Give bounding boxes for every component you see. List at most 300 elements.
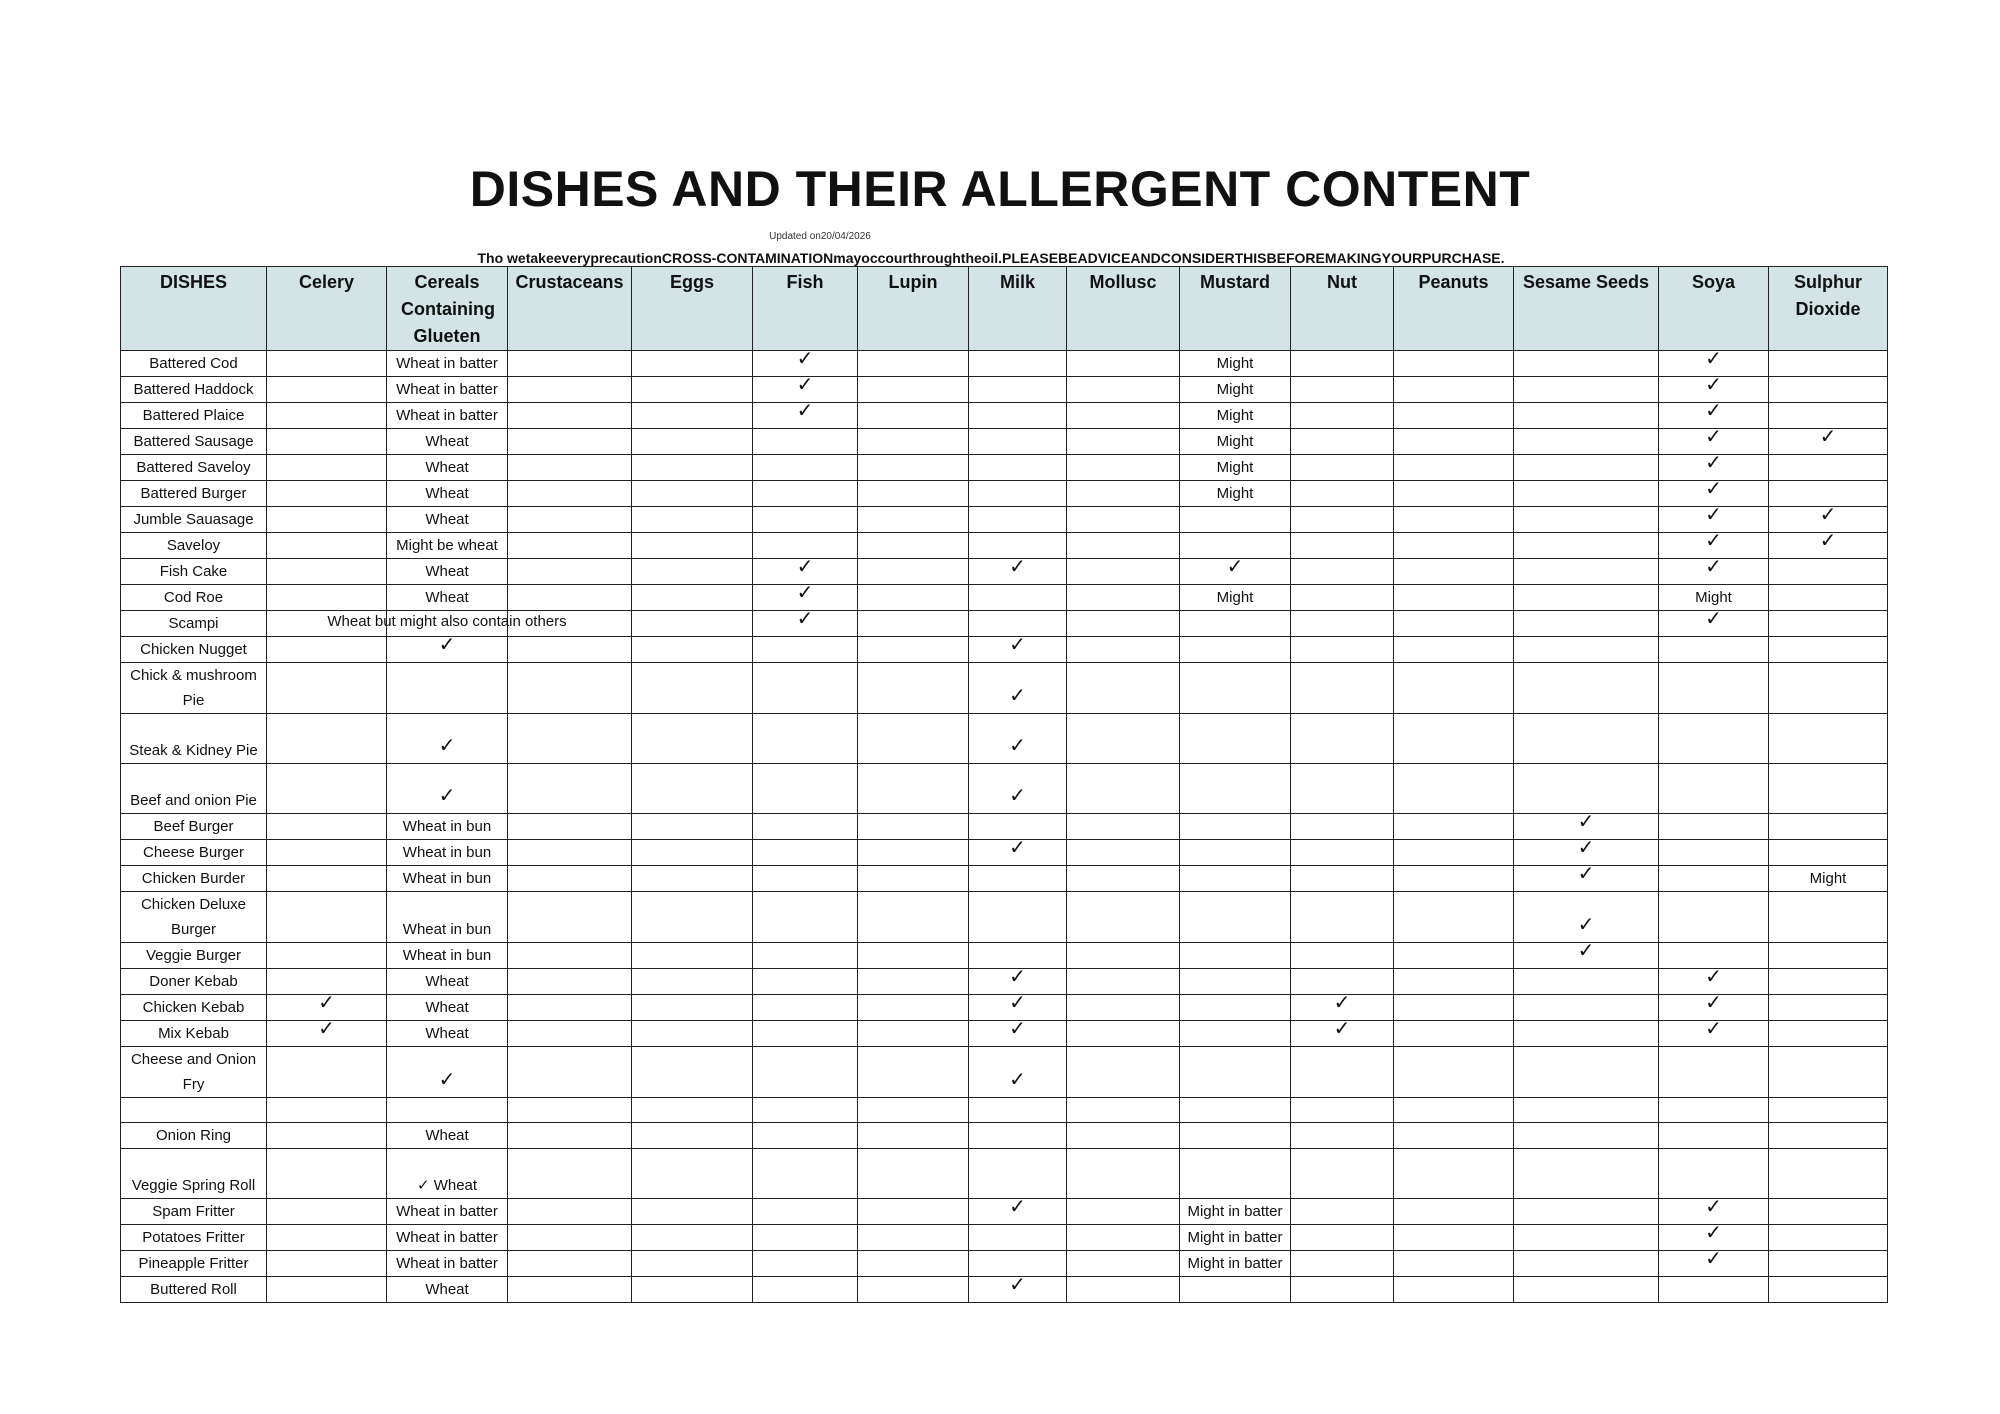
cell-milk	[969, 556, 1067, 585]
check-icon: ✓	[1705, 1018, 1722, 1040]
cell-milk	[969, 943, 1067, 969]
cell-sulphur-dioxide	[1769, 481, 1888, 507]
cell-eggs	[632, 351, 753, 377]
cell-mollusc	[1067, 533, 1180, 559]
cell-soya	[1659, 866, 1769, 892]
cell-sulphur-dioxide	[1769, 351, 1888, 377]
cell-peanuts	[1394, 1199, 1514, 1225]
cell-peanuts	[1394, 714, 1514, 764]
cell-eggs	[632, 1098, 753, 1123]
cell-text: ✓ Wheat	[416, 1177, 478, 1194]
cell-milk	[969, 1123, 1067, 1149]
cell-mollusc	[1067, 1123, 1180, 1149]
cell-text: Wheat	[425, 1281, 469, 1298]
cell-milk	[969, 533, 1067, 559]
cell-text: Wheat in batter	[396, 407, 498, 424]
cell-crustaceans	[508, 455, 632, 481]
cell-fish	[753, 892, 858, 943]
check-icon: ✓	[1577, 863, 1595, 885]
table-row	[121, 1021, 1888, 1047]
check-icon: ✓	[1333, 1018, 1351, 1040]
dish-name-cell: Battered Haddock	[121, 377, 267, 403]
cell-mollusc	[1067, 840, 1180, 866]
dish-name-cell: Potatoes Fritter	[121, 1225, 267, 1251]
cell-crustaceans	[508, 1149, 632, 1199]
cell-mustard	[1180, 377, 1291, 403]
cell-text: Wheat in bun	[402, 947, 492, 964]
cell-cereals-containing-glueten	[387, 892, 508, 943]
table-row	[121, 714, 1888, 764]
cell-fish	[753, 374, 858, 403]
cell-fish	[753, 348, 858, 377]
page-title: DISHES AND THEIR ALLERGENT CONTENT	[469, 161, 1531, 217]
cell-celery	[267, 1098, 387, 1123]
cell-celery	[267, 351, 387, 377]
cell-mustard	[1180, 840, 1291, 866]
check-icon: ✓	[1009, 966, 1026, 988]
cell-sesame-seeds	[1514, 1149, 1659, 1199]
cell-crustaceans	[508, 840, 632, 866]
dish-name-cell: Cod Roe	[121, 585, 267, 611]
cell-mollusc	[1067, 429, 1180, 455]
table-row	[121, 429, 1888, 455]
cell-fish	[753, 556, 858, 585]
cell-cereals-containing-glueten	[387, 1251, 508, 1277]
cell-nut	[1291, 814, 1394, 840]
check-icon: ✓	[438, 634, 456, 656]
cell-soya	[1659, 663, 1769, 714]
cell-milk	[969, 507, 1067, 533]
cell-fish	[753, 400, 858, 429]
check-icon: ✓	[1819, 530, 1837, 552]
cell-sesame-seeds	[1514, 585, 1659, 611]
dish-name-cell: Battered Burger	[121, 481, 267, 507]
cell-milk	[969, 1274, 1067, 1303]
check-icon: ✓	[1009, 735, 1026, 757]
cell-peanuts	[1394, 403, 1514, 429]
cell-peanuts	[1394, 455, 1514, 481]
cell-fish	[753, 608, 858, 637]
cell-cereals-containing-glueten	[387, 1047, 508, 1098]
cell-crustaceans	[508, 637, 632, 663]
dish-name-cell: Chicken Nugget	[121, 637, 267, 663]
cell-text: Might be wheat	[396, 537, 498, 554]
cell-eggs	[632, 1021, 753, 1047]
cell-soya	[1659, 1047, 1769, 1098]
cell-milk	[969, 892, 1067, 943]
cell-text: Might	[1695, 589, 1732, 606]
cell-milk	[969, 1149, 1067, 1199]
cell-celery	[267, 969, 387, 995]
column-header-peanuts: Peanuts	[1394, 267, 1514, 351]
cell-peanuts	[1394, 943, 1514, 969]
cell-fish	[753, 1149, 858, 1199]
cell-peanuts	[1394, 585, 1514, 611]
cell-soya	[1659, 556, 1769, 585]
check-icon: ✓	[796, 582, 814, 604]
cell-celery	[267, 429, 387, 455]
cell-crustaceans	[508, 611, 632, 637]
cell-mollusc	[1067, 663, 1180, 714]
cell-text: Might	[1809, 870, 1847, 887]
cell-peanuts	[1394, 1123, 1514, 1149]
cell-text: Wheat	[425, 589, 469, 606]
cell-mustard	[1180, 637, 1291, 663]
cell-nut	[1291, 1277, 1394, 1303]
cell-sulphur-dioxide	[1769, 840, 1888, 866]
cell-sesame-seeds	[1514, 940, 1659, 969]
cell-lupin	[858, 403, 969, 429]
cell-sulphur-dioxide	[1769, 637, 1888, 663]
cell-eggs	[632, 455, 753, 481]
cell-celery	[267, 455, 387, 481]
cell-peanuts	[1394, 377, 1514, 403]
check-icon: ✓	[1705, 1222, 1722, 1244]
cell-text: Wheat	[425, 1025, 469, 1042]
cell-sulphur-dioxide	[1769, 455, 1888, 481]
cell-sesame-seeds	[1514, 403, 1659, 429]
cross-contamination-notice: Tho wetakeeveryprecautionCROSS-CONTAMINATIONmayoccourthroughtheoil.PLEASEBEADVICEANDCONSIDERTHISBEFOREMAKINGYOURPURCHASE.	[477, 250, 1505, 266]
cell-peanuts	[1394, 663, 1514, 714]
cell-mustard	[1180, 764, 1291, 814]
cell-celery	[267, 1149, 387, 1199]
cell-mustard	[1180, 1277, 1291, 1303]
dish-name-cell: Buttered Roll	[121, 1277, 267, 1303]
dish-name-cell: Steak & Kidney Pie	[121, 714, 267, 764]
cell-sesame-seeds	[1514, 611, 1659, 637]
cell-nut	[1291, 559, 1394, 585]
cell-mustard	[1180, 429, 1291, 455]
cell-soya	[1659, 608, 1769, 637]
cell-nut	[1291, 764, 1394, 814]
check-icon: ✓	[1705, 966, 1722, 988]
cell-milk	[969, 1047, 1067, 1098]
cell-crustaceans	[508, 1123, 632, 1149]
cell-milk	[969, 1196, 1067, 1225]
check-icon: ✓	[1819, 426, 1837, 448]
cell-nut	[1291, 1251, 1394, 1277]
cell-eggs	[632, 1149, 753, 1199]
cell-eggs	[632, 637, 753, 663]
cell-sulphur-dioxide	[1769, 814, 1888, 840]
check-icon: ✓	[1009, 1018, 1026, 1040]
cell-soya	[1659, 478, 1769, 507]
check-icon: ✓	[1577, 811, 1595, 833]
cell-nut	[1291, 663, 1394, 714]
cell-text: Wheat	[425, 563, 469, 580]
check-icon: ✓	[1705, 530, 1722, 552]
cell-soya	[1659, 452, 1769, 481]
cell-mustard	[1180, 1149, 1291, 1199]
cell-sulphur-dioxide	[1769, 1251, 1888, 1277]
cell-mollusc	[1067, 507, 1180, 533]
cell-sesame-seeds	[1514, 837, 1659, 866]
cell-crustaceans	[508, 814, 632, 840]
cell-soya	[1659, 426, 1769, 455]
table-row	[121, 481, 1888, 507]
dish-name-cell: Veggie Burger	[121, 943, 267, 969]
dish-name-cell: Scampi	[121, 611, 267, 637]
table-row	[121, 1123, 1888, 1149]
cell-crustaceans	[508, 559, 632, 585]
cell-lupin	[858, 1123, 969, 1149]
cell-mollusc	[1067, 764, 1180, 814]
cell-cereals-containing-glueten	[387, 559, 508, 585]
table-row	[121, 507, 1888, 533]
dish-name-cell	[121, 1098, 267, 1123]
cell-sesame-seeds	[1514, 533, 1659, 559]
cell-cereals-containing-glueten	[387, 764, 508, 814]
cell-milk	[969, 403, 1067, 429]
cell-crustaceans	[508, 969, 632, 995]
cell-eggs	[632, 1123, 753, 1149]
cell-sesame-seeds	[1514, 429, 1659, 455]
column-header-sesame-seeds: Sesame Seeds	[1514, 267, 1659, 351]
cell-mollusc	[1067, 892, 1180, 943]
cell-crustaceans	[508, 481, 632, 507]
cell-cereals-containing-glueten	[387, 995, 508, 1021]
cell-eggs	[632, 969, 753, 995]
cell-sesame-seeds	[1514, 481, 1659, 507]
column-header-mollusc: Mollusc	[1067, 267, 1180, 351]
cell-nut	[1291, 992, 1394, 1021]
cell-mustard	[1180, 1021, 1291, 1047]
cell-sulphur-dioxide	[1769, 377, 1888, 403]
cell-lupin	[858, 637, 969, 663]
cell-celery	[267, 1199, 387, 1225]
table-row	[121, 559, 1888, 585]
cell-cereals-containing-glueten	[387, 455, 508, 481]
cell-fish	[753, 1277, 858, 1303]
cell-lupin	[858, 429, 969, 455]
cell-milk	[969, 1225, 1067, 1251]
cell-lupin	[858, 995, 969, 1021]
table-row	[121, 533, 1888, 559]
cell-celery	[267, 1123, 387, 1149]
cell-cereals-containing-glueten	[387, 969, 508, 995]
cell-sulphur-dioxide	[1769, 663, 1888, 714]
cell-cereals-containing-glueten	[387, 533, 508, 559]
table-row	[121, 995, 1888, 1021]
table-row	[121, 969, 1888, 995]
cell-eggs	[632, 714, 753, 764]
cell-nut	[1291, 351, 1394, 377]
cell-crustaceans	[508, 1098, 632, 1123]
cell-text: Wheat	[425, 1127, 469, 1144]
column-header-dishes: DISHES	[121, 267, 267, 351]
cell-crustaceans	[508, 1225, 632, 1251]
dish-name-cell: Cheese and Onion Fry	[121, 1047, 267, 1098]
dish-name-cell: Spam Fritter	[121, 1199, 267, 1225]
table-row	[121, 455, 1888, 481]
cell-peanuts	[1394, 995, 1514, 1021]
cell-eggs	[632, 377, 753, 403]
cell-eggs	[632, 814, 753, 840]
cell-peanuts	[1394, 507, 1514, 533]
cell-crustaceans	[508, 714, 632, 764]
cell-mustard	[1180, 533, 1291, 559]
cell-eggs	[632, 533, 753, 559]
cell-soya	[1659, 374, 1769, 403]
cell-sulphur-dioxide	[1769, 1225, 1888, 1251]
cell-eggs	[632, 1277, 753, 1303]
check-icon: ✓	[1009, 1069, 1026, 1091]
cell-nut	[1291, 866, 1394, 892]
cell-nut	[1291, 1098, 1394, 1123]
table-row	[121, 814, 1888, 840]
table-row	[121, 866, 1888, 892]
cell-lupin	[858, 507, 969, 533]
dish-name-cell: Saveloy	[121, 533, 267, 559]
check-icon: ✓	[1577, 837, 1595, 859]
cell-soya	[1659, 1277, 1769, 1303]
cell-text: Might	[1216, 381, 1254, 398]
cell-lupin	[858, 533, 969, 559]
table-row	[121, 1149, 1888, 1199]
cell-eggs	[632, 481, 753, 507]
cell-sesame-seeds	[1514, 1098, 1659, 1123]
dish-name-cell: Jumble Sauasage	[121, 507, 267, 533]
cell-crustaceans	[508, 663, 632, 714]
cell-fish	[753, 481, 858, 507]
cell-mollusc	[1067, 455, 1180, 481]
cell-lupin	[858, 714, 969, 764]
cell-fish	[753, 1123, 858, 1149]
cell-fish	[753, 943, 858, 969]
cell-sulphur-dioxide	[1769, 426, 1888, 455]
dish-name-cell: Mix Kebab	[121, 1021, 267, 1047]
cell-lupin	[858, 611, 969, 637]
cell-celery	[267, 663, 387, 714]
cell-text: Wheat in batter	[396, 1255, 498, 1272]
cell-eggs	[632, 943, 753, 969]
cell-text: Wheat in batter	[396, 381, 498, 398]
cell-cereals-containing-glueten	[387, 351, 508, 377]
cell-mustard	[1180, 1251, 1291, 1277]
cell-sulphur-dioxide	[1769, 1021, 1888, 1047]
cell-milk	[969, 481, 1067, 507]
check-icon: ✓	[1009, 634, 1026, 656]
cell-text: Wheat in batter	[396, 1229, 498, 1246]
cell-milk	[969, 992, 1067, 1021]
cell-text: Wheat in bun	[402, 818, 492, 835]
cell-soya	[1659, 714, 1769, 764]
cell-celery	[267, 892, 387, 943]
cell-mollusc	[1067, 1277, 1180, 1303]
column-header-nut: Nut	[1291, 267, 1394, 351]
cell-mollusc	[1067, 866, 1180, 892]
cell-celery	[267, 814, 387, 840]
cell-milk	[969, 814, 1067, 840]
cell-lupin	[858, 1021, 969, 1047]
cell-eggs	[632, 403, 753, 429]
cell-peanuts	[1394, 611, 1514, 637]
cell-fish	[753, 507, 858, 533]
table-row	[121, 1225, 1888, 1251]
check-icon: ✓	[1577, 914, 1595, 936]
cell-cereals-containing-glueten	[387, 663, 508, 714]
cell-cereals-containing-glueten	[387, 1098, 508, 1123]
cell-mustard	[1180, 585, 1291, 611]
cell-celery	[267, 533, 387, 559]
cell-eggs	[632, 585, 753, 611]
cell-mustard	[1180, 556, 1291, 585]
table-row	[121, 1098, 1888, 1123]
cell-mollusc	[1067, 1199, 1180, 1225]
check-icon: ✓	[1009, 685, 1026, 707]
dish-name-cell: Chicken Deluxe Burger	[121, 892, 267, 943]
cell-text: Might	[1216, 589, 1254, 606]
cell-sulphur-dioxide	[1769, 611, 1888, 637]
cell-milk	[969, 1251, 1067, 1277]
dish-name-cell: Doner Kebab	[121, 969, 267, 995]
column-header-eggs: Eggs	[632, 267, 753, 351]
dish-name-cell: Battered Plaice	[121, 403, 267, 429]
column-header-soya: Soya	[1659, 267, 1769, 351]
cell-cereals-containing-glueten	[387, 840, 508, 866]
table-row	[121, 1199, 1888, 1225]
cell-mustard	[1180, 1047, 1291, 1098]
dish-name-cell: Pineapple Fritter	[121, 1251, 267, 1277]
check-icon: ✓	[1705, 348, 1722, 370]
cell-celery	[267, 507, 387, 533]
cell-text: Might	[1216, 407, 1254, 424]
check-icon: ✓	[1705, 1248, 1722, 1270]
cell-text: Wheat	[425, 973, 469, 990]
cell-sesame-seeds	[1514, 892, 1659, 943]
cell-nut	[1291, 714, 1394, 764]
cell-peanuts	[1394, 969, 1514, 995]
cell-mollusc	[1067, 351, 1180, 377]
cell-sulphur-dioxide	[1769, 969, 1888, 995]
cell-mollusc	[1067, 969, 1180, 995]
cell-lupin	[858, 351, 969, 377]
cell-peanuts	[1394, 1047, 1514, 1098]
cell-mustard	[1180, 481, 1291, 507]
cell-cereals-containing-glueten	[387, 943, 508, 969]
allergen-table	[120, 266, 1888, 1303]
cell-sesame-seeds	[1514, 559, 1659, 585]
cell-fish	[753, 764, 858, 814]
cell-mustard	[1180, 403, 1291, 429]
cell-milk	[969, 351, 1067, 377]
cell-crustaceans	[508, 533, 632, 559]
column-header-lupin: Lupin	[858, 267, 969, 351]
cell-nut	[1291, 455, 1394, 481]
cell-soya	[1659, 400, 1769, 429]
cell-sulphur-dioxide	[1769, 1123, 1888, 1149]
cell-sulphur-dioxide	[1769, 943, 1888, 969]
cell-fish	[753, 1047, 858, 1098]
cell-lupin	[858, 1149, 969, 1199]
cell-fish	[753, 1021, 858, 1047]
cell-peanuts	[1394, 840, 1514, 866]
cell-soya	[1659, 1098, 1769, 1123]
table-row	[121, 585, 1888, 611]
table-row	[121, 764, 1888, 814]
cell-sesame-seeds	[1514, 455, 1659, 481]
cell-mollusc	[1067, 611, 1180, 637]
check-icon: ✓	[1705, 426, 1722, 448]
cell-sesame-seeds	[1514, 507, 1659, 533]
cell-eggs	[632, 611, 753, 637]
dish-name-cell: Onion Ring	[121, 1123, 267, 1149]
cell-text: Might in batter	[1187, 1255, 1283, 1272]
cell-mustard	[1180, 611, 1291, 637]
cell-eggs	[632, 764, 753, 814]
check-icon: ✓	[796, 400, 814, 422]
cell-milk	[969, 377, 1067, 403]
